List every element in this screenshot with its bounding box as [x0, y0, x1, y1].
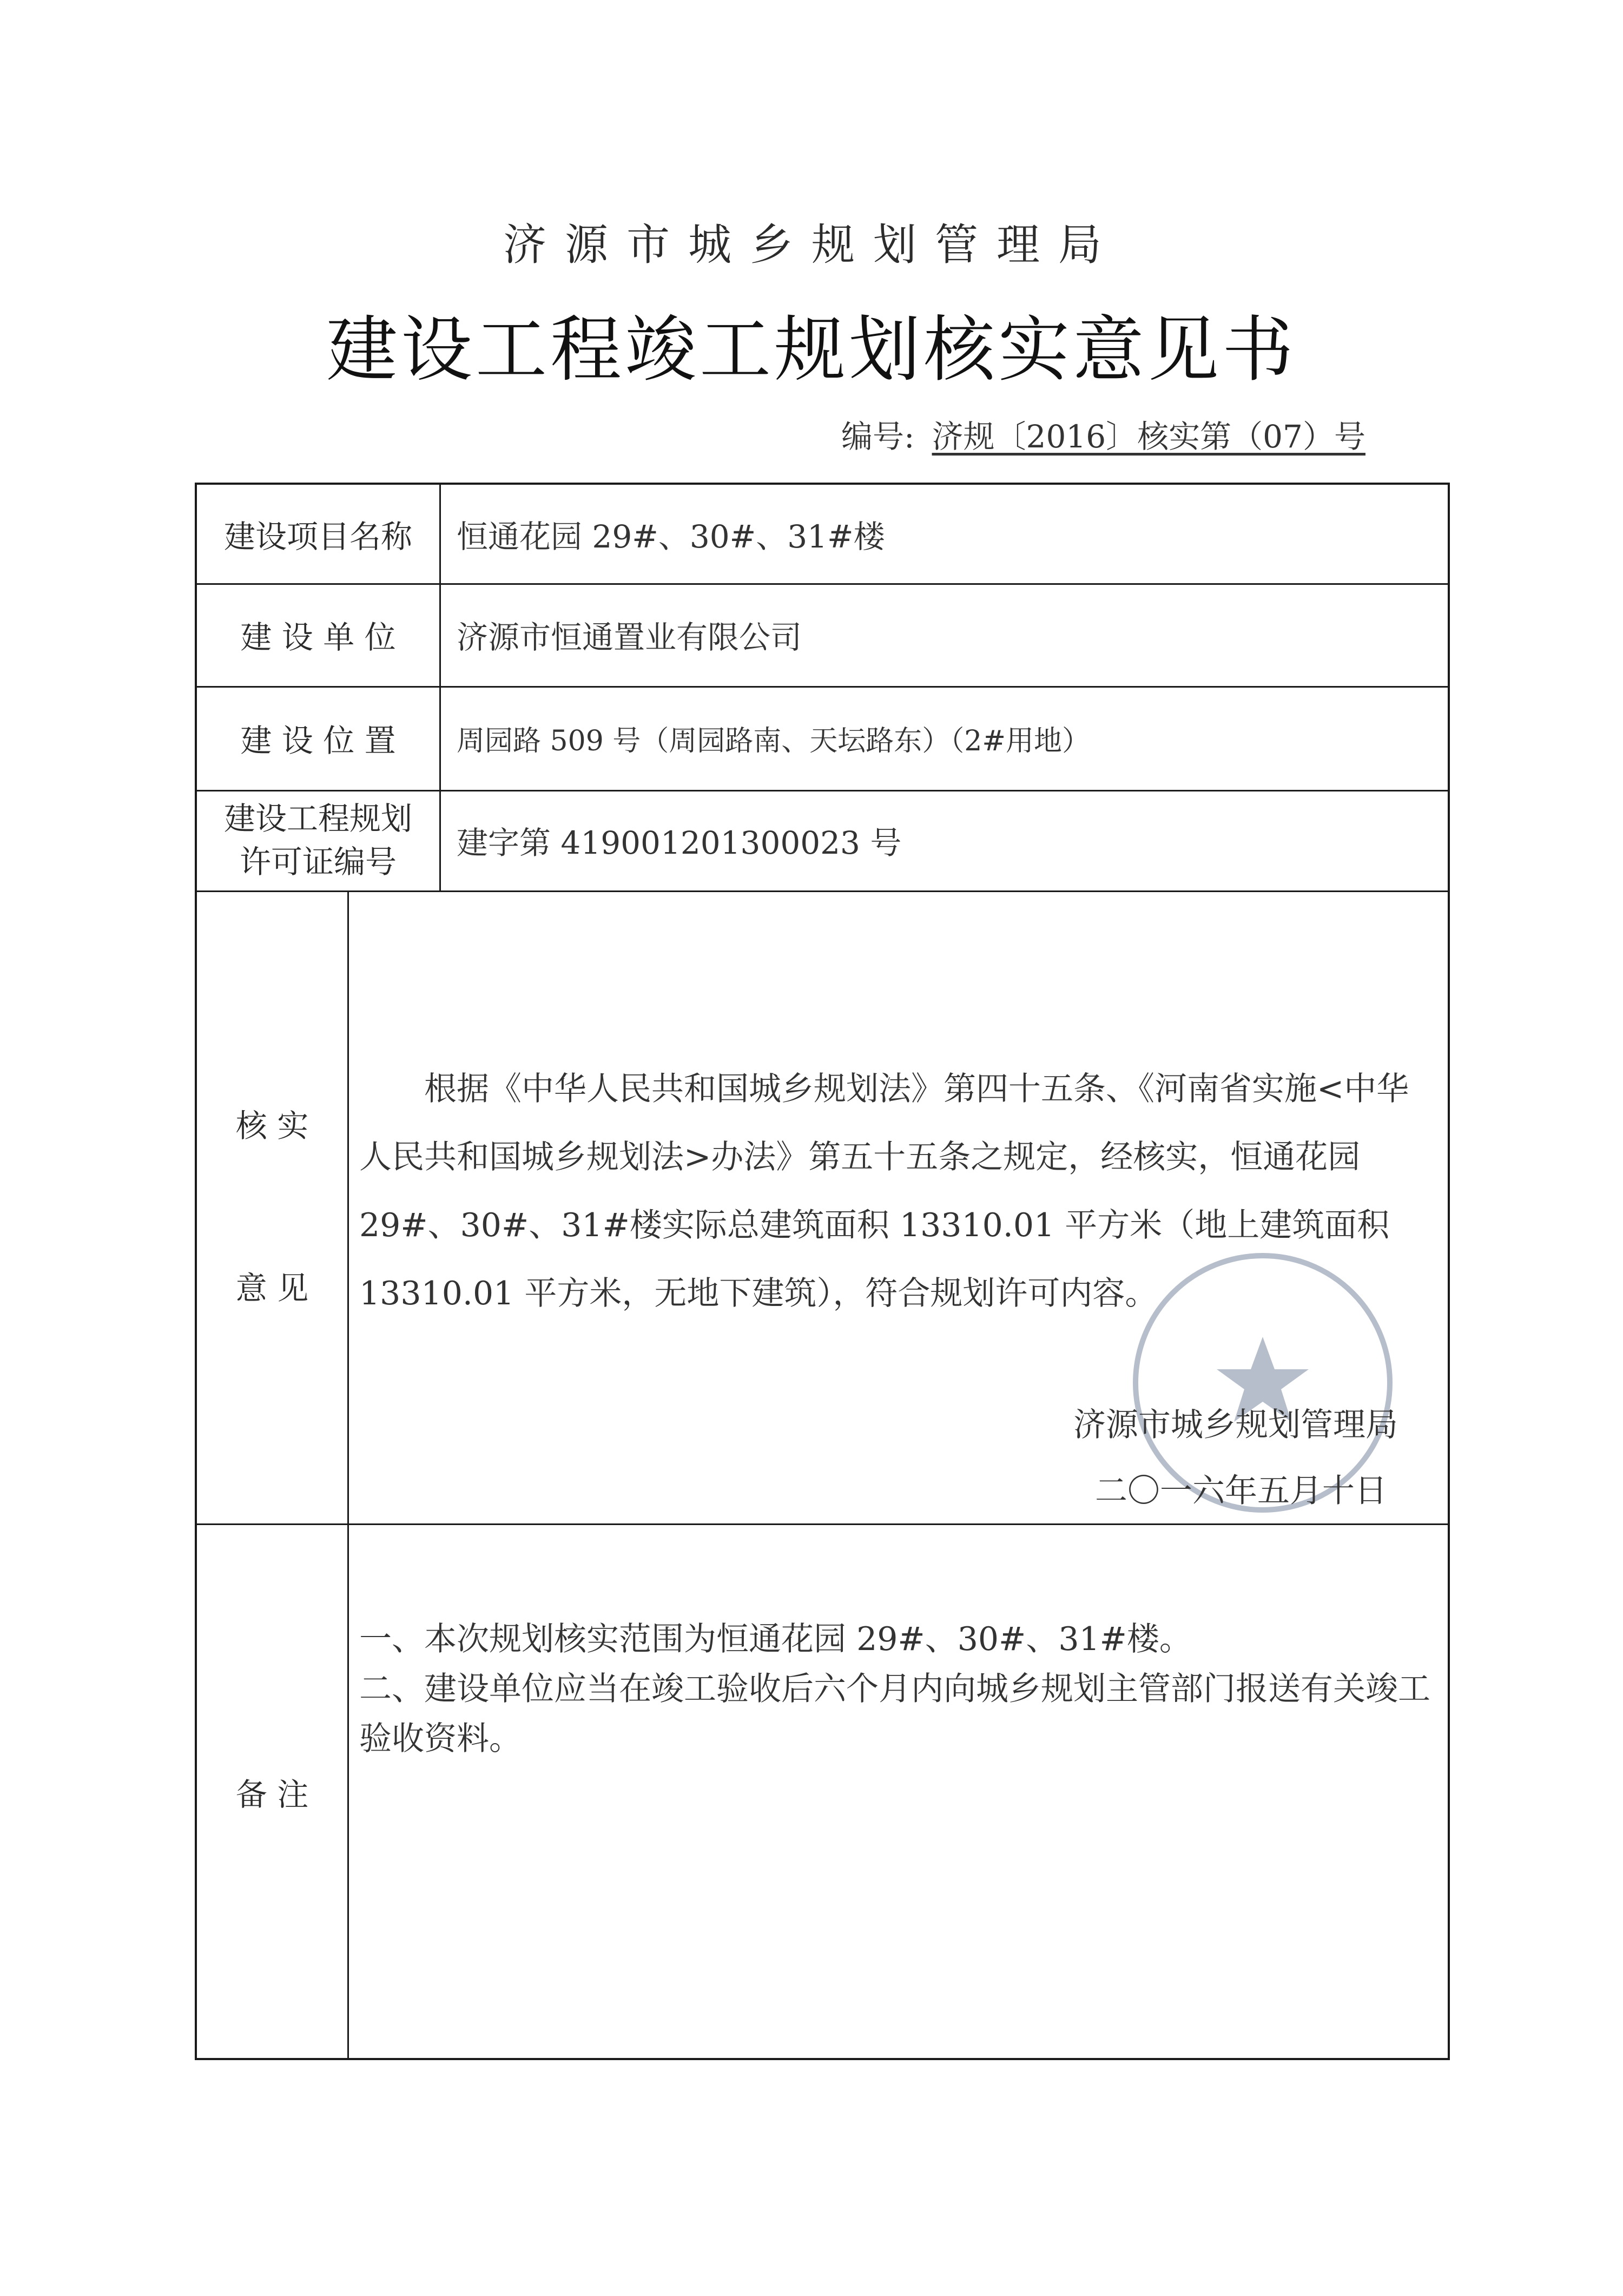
signing-authority: 济源市城乡规划管理局: [1073, 1406, 1398, 1444]
project-name-label: 建设项目名称: [223, 518, 412, 555]
document-title: 建设工程竣工规划核实意见书: [326, 308, 1297, 392]
remark-item: 二、建设单位应当在竣工验收后六个月内向城乡规划主管部门报送有关竣工验收资料。: [359, 1670, 1430, 1758]
issuing-organization: 济源市城乡规划管理局: [503, 220, 1120, 270]
project-name-value: 恒通花园 29#、30#、31#楼: [457, 518, 885, 555]
permit-number-label-line2: 许可证编号: [239, 843, 397, 880]
permit-number-label: [197, 790, 439, 890]
remark-item: 一、本次规划核实范围为恒通花园 29#、30#、31#楼。: [359, 1620, 1192, 1658]
row-divider: [197, 1523, 1448, 1525]
construction-unit-label: 建 设 单 位: [240, 619, 396, 656]
remarks-label: 备 注: [235, 1776, 309, 1813]
signing-date: 二〇一六年五月十日: [1095, 1472, 1387, 1510]
opinion-label-line2: 意 见: [235, 1270, 309, 1307]
document-number-value: 济规〔2016〕核实第（07）号: [932, 418, 1365, 455]
construction-location-label: 建 设 位 置: [240, 722, 396, 759]
opinion-paragraph: 根据《中华人民共和国城乡规划法》第四十五条、《河南省实施<中华人民共和国城乡规划法>办法》第五十五条之规定，经核实，恒通花园 29#、30#、31#楼实际总建筑面积 13310.01 平方米（地上建筑面积 13310.01 平方米，无地下建筑），符合规划许可内容。: [359, 1070, 1409, 1312]
construction-unit-value: 济源市恒通置业有限公司: [457, 619, 802, 656]
column-divider: [347, 890, 349, 2060]
row-divider: [197, 890, 1448, 892]
opinion-label: [197, 890, 347, 1523]
verification-form-table: [195, 483, 1450, 2060]
opinion-label-line1: 核 实: [235, 1107, 309, 1144]
permit-number-label-line1: 建设工程规划: [223, 800, 412, 837]
document-number: [841, 411, 1365, 457]
permit-number-value: 建字第 419001201300023 号: [457, 824, 902, 861]
construction-location-value: 周园路 509 号（周园路南、天坛路东）（2#用地）: [457, 724, 1090, 757]
document-number-label: 编号:: [841, 418, 915, 455]
remarks-body: [359, 1614, 1430, 1764]
column-divider: [439, 485, 441, 890]
opinion-body: [359, 1055, 1430, 1328]
